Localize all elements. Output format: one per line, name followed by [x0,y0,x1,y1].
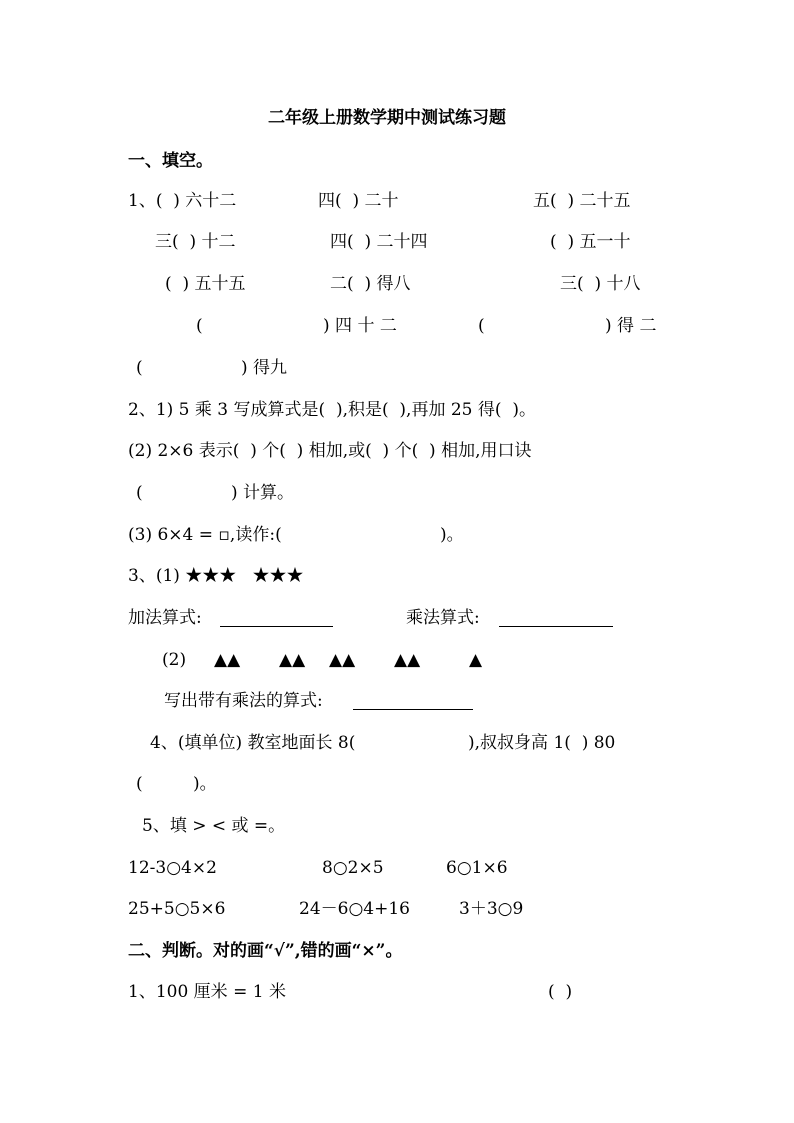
triangle-group-1: ▲▲ [214,650,241,670]
judge-item-1-answer[interactable]: ( ) [548,982,573,1002]
q1-item-5: 四( ) 二十四 [330,232,428,252]
section-2-heading: 二、判断。对的画“√”,错的画“×”。 [128,941,403,961]
q2-paren-open: ( [136,483,143,503]
q2-line-3: ) 计算。 [231,483,295,503]
q1-paren-open-b: ( [478,316,485,336]
add-formula-blank[interactable] [220,609,333,627]
triangle-group-4: ▲▲ [394,650,421,670]
section-1-heading: 一、填空。 [128,151,213,171]
q4-line-1-end: ),叔叔身高 1( ) 80 [468,733,616,753]
q1-item-4: 三( ) 十二 [155,232,236,252]
triangle-group-2: ▲▲ [279,650,306,670]
q1-item-9: 三( ) 十八 [560,274,641,294]
q2-line-1: 2、1) 5 乘 3 写成算式是( ),积是( ),再加 25 得( )。 [128,400,536,420]
q1-item-12: ) 得九 [241,358,288,378]
q2-line-4: (3) 6×4 = ▫,读作:( [128,525,282,545]
compare-item-3: 6○1×6 [446,858,508,878]
add-formula-label: 加法算式: [128,608,202,628]
q1-item-3: 五( ) 二十五 [533,191,631,211]
q2-line-4-end: )。 [440,525,464,545]
judge-item-1: 1、100 厘米 = 1 米 [128,982,286,1002]
q5-heading: 5、填 > < 或 =。 [142,816,286,836]
q1-item-11: ) 得 二 [605,316,657,336]
q1-item-8: 二( ) 得八 [330,274,411,294]
mul-formula-blank[interactable] [499,609,613,627]
q1-item-7: ( ) 五十五 [165,274,246,294]
q1-item-10: ) 四 十 二 [323,316,397,336]
q4-paren-open: ( [136,774,143,794]
mul-formula-label: 乘法算式: [406,608,480,628]
compare-item-5: 24－6○4+16 [299,899,410,919]
triangle-group-3: ▲▲ [329,650,356,670]
compare-item-2: 8○2×5 [322,858,384,878]
compare-item-1: 12-3○4×2 [128,858,217,878]
q1-item-2: 四( ) 二十 [318,191,399,211]
triangles-label: (2) [162,650,187,670]
compare-item-6: 3＋3○9 [459,899,524,919]
triangle-group-5: ▲ [469,650,483,670]
write-multiplication-label: 写出带有乘法的算式: [164,691,323,711]
q3-stars: 3、(1) ★★★ ★★★ [128,566,304,586]
q2-line-2: (2) 2×6 表示( ) 个( ) 相加,或( ) 个( ) 相加,用口诀 [128,441,532,461]
q4-line-2: )。 [193,774,217,794]
q1-paren-open-c: ( [136,358,143,378]
q1-paren-open-a: ( [196,316,203,336]
q1-item-1: 1、( ) 六十二 [128,191,237,211]
page-title: 二年级上册数学期中测试练习题 [268,108,506,128]
write-multiplication-blank[interactable] [353,692,473,710]
compare-item-4: 25+5○5×6 [128,899,226,919]
q4-line-1: 4、(填单位) 教室地面长 8( [150,733,356,753]
q1-item-6: ( ) 五一十 [550,232,631,252]
